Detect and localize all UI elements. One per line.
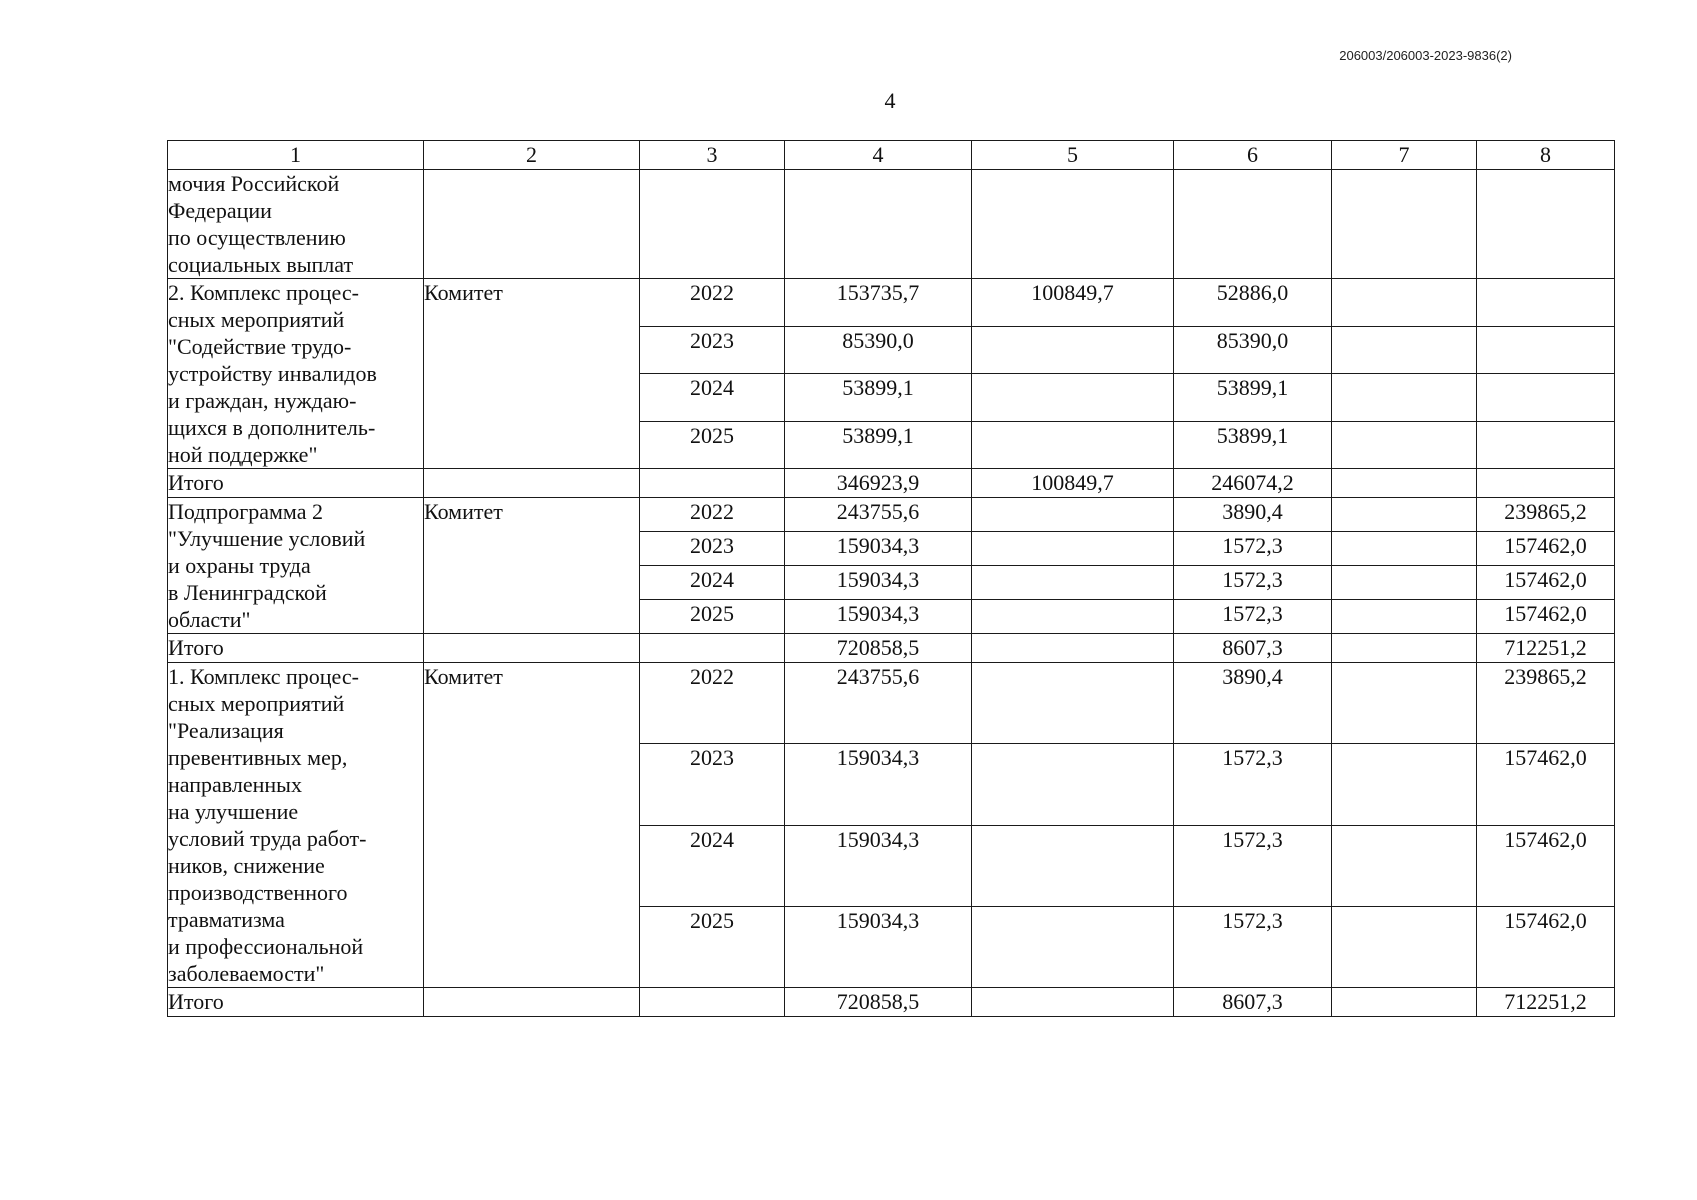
description-line: направленных (168, 772, 302, 797)
amount-cell-c8 (1477, 421, 1615, 469)
description-line: "Улучшение условий (168, 526, 366, 551)
year-row (168, 498, 1615, 532)
program-description (168, 279, 424, 469)
description-line: мочия Российской (168, 171, 340, 196)
page-number: 4 (884, 88, 896, 113)
description-line: "Содействие трудо- (168, 334, 352, 359)
amount-cell-c7 (1332, 326, 1477, 374)
amount-cell-c7 (1332, 566, 1477, 600)
amount-cell-c4: 85390,0 (785, 326, 972, 374)
total-label: Итого (168, 469, 424, 498)
year-cell: 2022 (640, 663, 785, 744)
amount-cell-c5 (972, 825, 1174, 906)
amount-cell-c7 (1332, 532, 1477, 566)
amount-cell-c6: 53899,1 (1174, 374, 1332, 422)
total-row (168, 634, 1615, 663)
continuation-description (168, 170, 424, 279)
amount-cell-c6: 1572,3 (1174, 532, 1332, 566)
amount-cell-c6: 1572,3 (1174, 906, 1332, 987)
amount-cell-c5 (972, 600, 1174, 634)
amount-cell-c7 (1332, 498, 1477, 532)
description-line: на улучшение (168, 799, 299, 824)
document-id: 206003/206003-2023-9836(2) (1339, 48, 1512, 63)
column-header: 4 (785, 141, 972, 170)
year-cell: 2022 (640, 498, 785, 532)
description-line: и граждан, нуждаю- (168, 388, 357, 413)
description-line: производственного (168, 880, 348, 905)
amount-cell-c5 (972, 532, 1174, 566)
description-line: превентивных мер, (168, 745, 348, 770)
description-line: сных мероприятий (168, 691, 345, 716)
description-line: 2. Комплекс процес- (168, 280, 359, 305)
amount-cell-c5 (972, 374, 1174, 422)
description-line: сных мероприятий (168, 307, 345, 332)
total-amount-c8: 712251,2 (1477, 634, 1615, 663)
responsible-cell: Комитет (424, 498, 640, 634)
program-description (168, 498, 424, 634)
description-line: и охраны труда (168, 553, 311, 578)
year-cell: 2025 (640, 600, 785, 634)
amount-cell-c7 (1332, 825, 1477, 906)
year-cell: 2025 (640, 906, 785, 987)
amount-cell-c5 (972, 421, 1174, 469)
amount-cell-c5 (972, 906, 1174, 987)
total-row (168, 469, 1615, 498)
empty-cell (1477, 170, 1615, 279)
year-cell: 2023 (640, 532, 785, 566)
amount-cell-c4: 53899,1 (785, 374, 972, 422)
amount-cell-c4: 159034,3 (785, 566, 972, 600)
amount-cell-c7 (1332, 663, 1477, 744)
description-line: Федерации (168, 198, 272, 223)
description-line: в Ленинградской (168, 580, 327, 605)
year-cell: 2023 (640, 744, 785, 825)
empty-cell (1332, 170, 1477, 279)
year-cell: 2024 (640, 374, 785, 422)
amount-cell-c6: 1572,3 (1174, 600, 1332, 634)
empty-cell (972, 170, 1174, 279)
empty-cell (424, 469, 640, 498)
year-cell: 2022 (640, 279, 785, 327)
empty-cell (640, 988, 785, 1017)
description-line: области" (168, 607, 251, 632)
amount-cell-c6: 1572,3 (1174, 744, 1332, 825)
total-amount-c4: 720858,5 (785, 988, 972, 1017)
amount-cell-c6: 85390,0 (1174, 326, 1332, 374)
amount-cell-c8: 239865,2 (1477, 663, 1615, 744)
amount-cell-c4: 159034,3 (785, 825, 972, 906)
amount-cell-c8: 157462,0 (1477, 566, 1615, 600)
column-header: 3 (640, 141, 785, 170)
amount-cell-c6: 1572,3 (1174, 566, 1332, 600)
description-line: Подпрограмма 2 (168, 499, 323, 524)
total-amount-c8 (1477, 469, 1615, 498)
total-amount-c7 (1332, 634, 1477, 663)
continuation-row (168, 170, 1615, 279)
amount-cell-c8: 239865,2 (1477, 498, 1615, 532)
empty-cell (785, 170, 972, 279)
amount-cell-c7 (1332, 600, 1477, 634)
total-amount-c5 (972, 634, 1174, 663)
amount-cell-c6: 1572,3 (1174, 825, 1332, 906)
description-line: условий труда работ- (168, 826, 367, 851)
total-amount-c6: 8607,3 (1174, 988, 1332, 1017)
empty-cell (1174, 170, 1332, 279)
total-amount-c4: 720858,5 (785, 634, 972, 663)
total-amount-c4: 346923,9 (785, 469, 972, 498)
amount-cell-c8 (1477, 279, 1615, 327)
amount-cell-c5 (972, 326, 1174, 374)
description-line: заболеваемости" (168, 961, 325, 986)
empty-cell (640, 634, 785, 663)
amount-cell-c8: 157462,0 (1477, 744, 1615, 825)
total-amount-c6: 246074,2 (1174, 469, 1332, 498)
amount-cell-c7 (1332, 744, 1477, 825)
description-line: ной поддержке" (168, 442, 318, 467)
amount-cell-c7 (1332, 421, 1477, 469)
total-label: Итого (168, 988, 424, 1017)
column-header: 1 (168, 141, 424, 170)
budget-table (167, 140, 1615, 1017)
description-line: социальных выплат (168, 252, 354, 277)
amount-cell-c4: 243755,6 (785, 498, 972, 532)
amount-cell-c8: 157462,0 (1477, 600, 1615, 634)
total-amount-c8: 712251,2 (1477, 988, 1615, 1017)
amount-cell-c4: 159034,3 (785, 906, 972, 987)
amount-cell-c4: 159034,3 (785, 600, 972, 634)
amount-cell-c6: 52886,0 (1174, 279, 1332, 327)
description-line: по осуществлению (168, 225, 346, 250)
year-cell: 2024 (640, 566, 785, 600)
total-amount-c5: 100849,7 (972, 469, 1174, 498)
total-amount-c6: 8607,3 (1174, 634, 1332, 663)
amount-cell-c8: 157462,0 (1477, 532, 1615, 566)
program-description (168, 663, 424, 988)
description-line: ников, снижение (168, 853, 325, 878)
total-amount-c7 (1332, 469, 1477, 498)
year-row (168, 663, 1615, 744)
description-line: 1. Комплекс процес- (168, 664, 359, 689)
column-header: 7 (1332, 141, 1477, 170)
amount-cell-c6: 3890,4 (1174, 663, 1332, 744)
amount-cell-c5 (972, 566, 1174, 600)
empty-cell (640, 469, 785, 498)
amount-cell-c8 (1477, 374, 1615, 422)
amount-cell-c5 (972, 498, 1174, 532)
amount-cell-c8: 157462,0 (1477, 906, 1615, 987)
empty-cell (424, 634, 640, 663)
amount-cell-c4: 159034,3 (785, 532, 972, 566)
responsible-cell: Комитет (424, 663, 640, 988)
description-line: "Реализация (168, 718, 284, 743)
year-row (168, 279, 1615, 327)
column-header: 2 (424, 141, 640, 170)
description-line: и профессиональной (168, 934, 364, 959)
amount-cell-c7 (1332, 279, 1477, 327)
column-header: 6 (1174, 141, 1332, 170)
amount-cell-c8 (1477, 326, 1615, 374)
total-label: Итого (168, 634, 424, 663)
empty-cell (424, 170, 640, 279)
amount-cell-c5: 100849,7 (972, 279, 1174, 327)
amount-cell-c6: 53899,1 (1174, 421, 1332, 469)
year-cell: 2024 (640, 825, 785, 906)
year-cell: 2023 (640, 326, 785, 374)
amount-cell-c7 (1332, 374, 1477, 422)
description-line: травматизма (168, 907, 285, 932)
column-header: 8 (1477, 141, 1615, 170)
total-amount-c7 (1332, 988, 1477, 1017)
amount-cell-c4: 159034,3 (785, 744, 972, 825)
amount-cell-c6: 3890,4 (1174, 498, 1332, 532)
amount-cell-c5 (972, 744, 1174, 825)
amount-cell-c4: 153735,7 (785, 279, 972, 327)
year-cell: 2025 (640, 421, 785, 469)
amount-cell-c4: 53899,1 (785, 421, 972, 469)
empty-cell (640, 170, 785, 279)
column-number-row (168, 141, 1615, 170)
amount-cell-c5 (972, 663, 1174, 744)
amount-cell-c7 (1332, 906, 1477, 987)
column-header: 5 (972, 141, 1174, 170)
total-amount-c5 (972, 988, 1174, 1017)
amount-cell-c8: 157462,0 (1477, 825, 1615, 906)
description-line: устройству инвалидов (168, 361, 377, 386)
total-row (168, 988, 1615, 1017)
description-line: щихся в дополнитель- (168, 415, 376, 440)
empty-cell (424, 988, 640, 1017)
amount-cell-c4: 243755,6 (785, 663, 972, 744)
responsible-cell: Комитет (424, 279, 640, 469)
